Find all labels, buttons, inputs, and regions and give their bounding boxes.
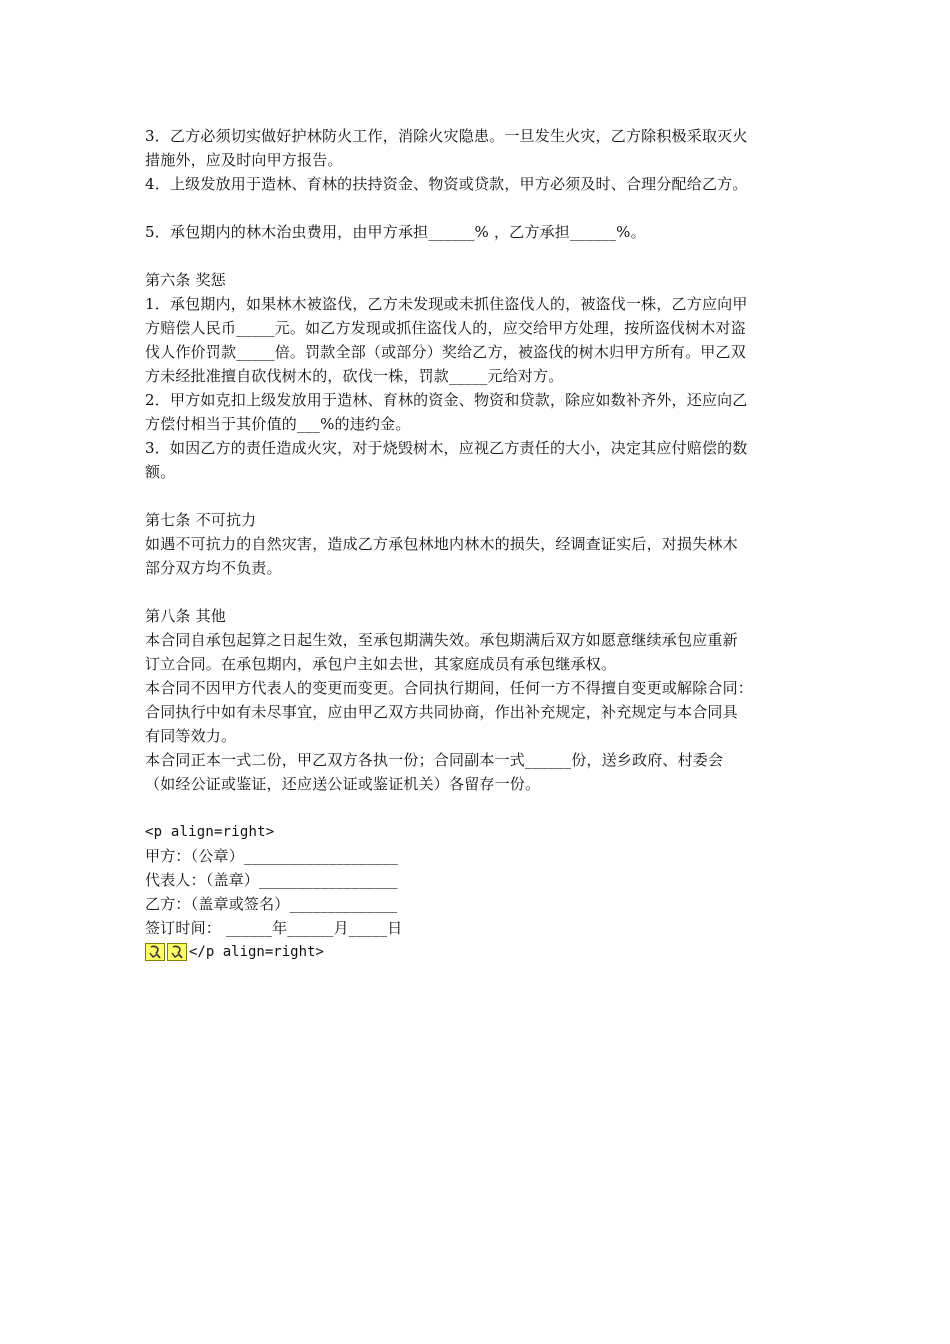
article-6-line: 方未经批准擅自砍伐树木的，砍伐一株，罚款_____元给对方。 — [145, 367, 564, 385]
article-8-line: 本合同自承包起算之日起生效，至承包期满失效。承包期满后双方如愿意继续承包应重新 — [145, 631, 738, 649]
article-6-line: 方赔偿人民币_____元。如乙方发现或抓住盗伐人的，应交给甲方处理，按所盗伐树木对盗 — [145, 319, 746, 337]
article-6-line: 伐人作价罚款_____倍。罚款全部（或部分）奖给乙方，被盗伐的树木归甲方所有。甲乙双 — [145, 343, 746, 361]
representative-seal-line: 代表人：（盖章）__________________ — [145, 871, 398, 889]
article-6-line: 方偿付相当于其价值的___%的违约金。 — [145, 415, 411, 433]
spacer — [145, 796, 810, 820]
spacer — [145, 244, 810, 268]
article-6-title: 第六条 奖惩 — [145, 271, 226, 289]
clause-5-5: 5．承包期内的林木治虫费用，由甲方承担______% ，乙方承担______%。 — [145, 223, 646, 241]
html-tag-open: <p align=right> — [145, 824, 275, 840]
article-8-title: 第八条 其他 — [145, 607, 226, 625]
party-a-seal-line: 甲方：（公章）____________________ — [145, 847, 398, 865]
article-8-line: 订立合同。在承包期内，承包户主如去世，其家庭成员有承包继承权。 — [145, 655, 617, 673]
article-6-line: 额。 — [145, 463, 176, 481]
footer-row — [145, 940, 810, 964]
spacer — [145, 196, 810, 220]
article-7-line: 部分双方均不负责。 — [145, 559, 282, 577]
article-8-line: 有同等效力。 — [145, 727, 237, 745]
article-6-line: 2．甲方如克扣上级发放用于造林、育林的资金、物资和贷款，除应如数补齐外，还应向乙 — [145, 391, 748, 409]
article-6-line: 1．承包期内，如果林木被盗伐，乙方未发现或未抓住盗伐人的，被盗伐一株，乙方应向甲 — [145, 295, 748, 313]
spacer — [145, 580, 810, 604]
sign-date-line: 签订时间： ______年______月_____日 — [145, 919, 403, 937]
party-b-seal-line: 乙方：（盖章或签名）______________ — [145, 895, 398, 913]
broken-image-icon[interactable] — [167, 943, 187, 961]
article-7-title: 第七条 不可抗力 — [145, 511, 257, 529]
html-tag-close: </p align=right> — [189, 944, 324, 960]
clause-5-4: 4．上级发放用于造林、育林的扶持资金、物资或贷款，甲方必须及时、合理分配给乙方。 — [145, 175, 748, 193]
article-6-line: 3．如因乙方的责任造成火灾，对于烧毁树木，应视乙方责任的大小，决定其应付赔偿的数 — [145, 439, 748, 457]
article-8-line: 合同执行中如有未尽事宜，应由甲乙双方共同协商，作出补充规定，补充规定与本合同具 — [145, 703, 738, 721]
clause-5-3-line-2: 措施外，应及时向甲方报告。 — [145, 151, 343, 169]
article-8-line: 本合同正本一式二份，甲乙双方各执一份；合同副本一式______份，送乡政府、村委会 — [145, 751, 724, 769]
broken-image-icon[interactable] — [145, 943, 165, 961]
spacer — [145, 484, 810, 508]
article-8-line: 本合同不因甲方代表人的变更而变更。合同执行期间，任何一方不得擅自变更或解除合同： — [145, 679, 754, 697]
article-7-line: 如遇不可抗力的自然灾害，造成乙方承包林地内林木的损失，经调查证实后，对损失林木 — [145, 535, 738, 553]
contract-page — [145, 124, 810, 964]
article-8-line: （如经公证或鉴证，还应送公证或鉴证机关）各留存一份。 — [145, 775, 541, 793]
clause-5-3-line-1: 3．乙方必须切实做好护林防火工作，消除火灾隐患。一旦发生火灾，乙方除积极采取灭火 — [145, 127, 748, 145]
